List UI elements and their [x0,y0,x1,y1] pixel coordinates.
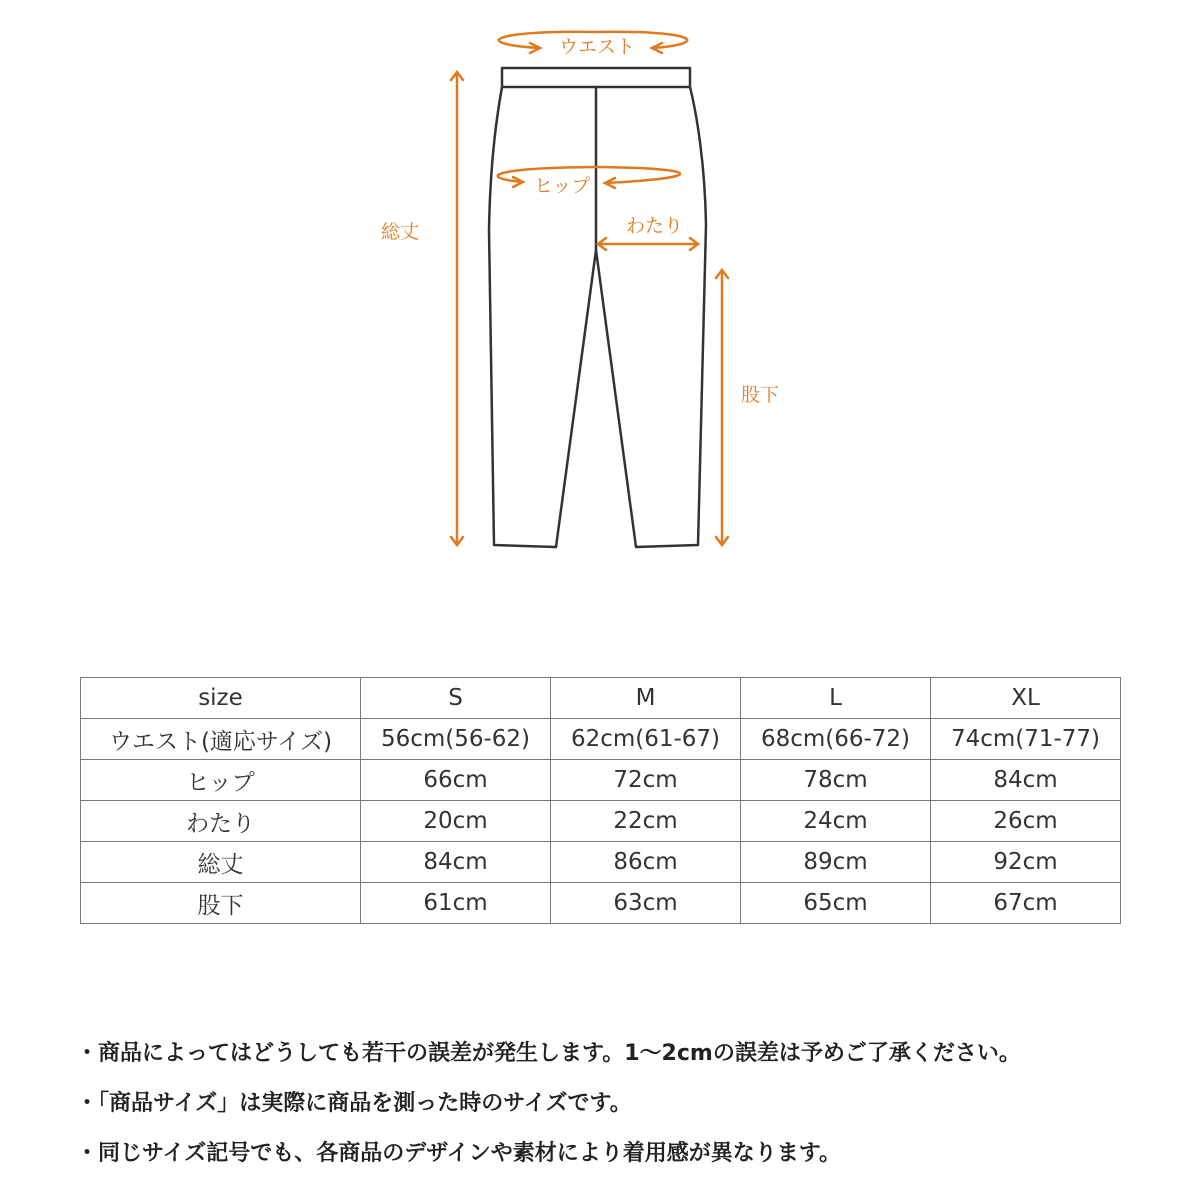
table-cell: 72cm [551,760,741,801]
header-cell: S [361,678,551,719]
note-fit-difference: ・同じサイズ記号でも、各商品のデザインや素材により着用感が異なります。 [76,1141,841,1166]
table-cell: 92cm [931,842,1121,883]
row-label-thigh: わたり [81,801,361,842]
header-cell: XL [931,678,1121,719]
table-cell: 84cm [361,842,551,883]
pants-outline [489,87,706,547]
table-cell: 68cm(66-72) [741,719,931,760]
header-cell: M [551,678,741,719]
table-cell: 89cm [741,842,931,883]
table-cell: 56cm(56-62) [361,719,551,760]
table-cell: 20cm [361,801,551,842]
table-cell: 66cm [361,760,551,801]
table-cell: 67cm [931,883,1121,924]
table-cell: 63cm [551,883,741,924]
note-measurement-error: ・商品によってはどうしても若干の誤差が発生します。1～2cmの誤差は予めご了承ください。 [76,1041,1021,1066]
total-length-label: 総丈 [381,221,420,243]
table-header-row [81,678,1121,719]
table-row [81,883,1121,924]
waistband-outline [502,68,690,87]
header-cell: L [741,678,931,719]
table-cell: 62cm(61-67) [551,719,741,760]
row-label-hip: ヒップ [81,760,361,801]
table-cell: 74cm(71-77) [931,719,1121,760]
table-cell: 24cm [741,801,931,842]
note-product-size: ・「商品サイズ」は実際に商品を測った時のサイズです。 [76,1091,632,1116]
header-cell: size [81,678,361,719]
hip-label: ヒップ [534,175,591,197]
row-label-total-length: 総丈 [81,842,361,883]
table-cell: 61cm [361,883,551,924]
table-row [81,801,1121,842]
row-label-waist: ウエスト(適応サイズ) [81,719,361,760]
thigh-label: わたり [626,215,684,237]
inseam-label: 股下 [741,384,780,406]
notes-list [76,1036,1186,1186]
table-cell: 22cm [551,801,741,842]
table-cell: 26cm [931,801,1121,842]
table-row [81,719,1121,760]
table-row [81,760,1121,801]
table-cell: 84cm [931,760,1121,801]
table-cell: 78cm [741,760,931,801]
waist-label: ウエスト [559,36,636,58]
size-table [80,677,1121,924]
row-label-inseam: 股下 [81,883,361,924]
table-cell: 65cm [741,883,931,924]
table-row [81,842,1121,883]
table-cell: 86cm [551,842,741,883]
